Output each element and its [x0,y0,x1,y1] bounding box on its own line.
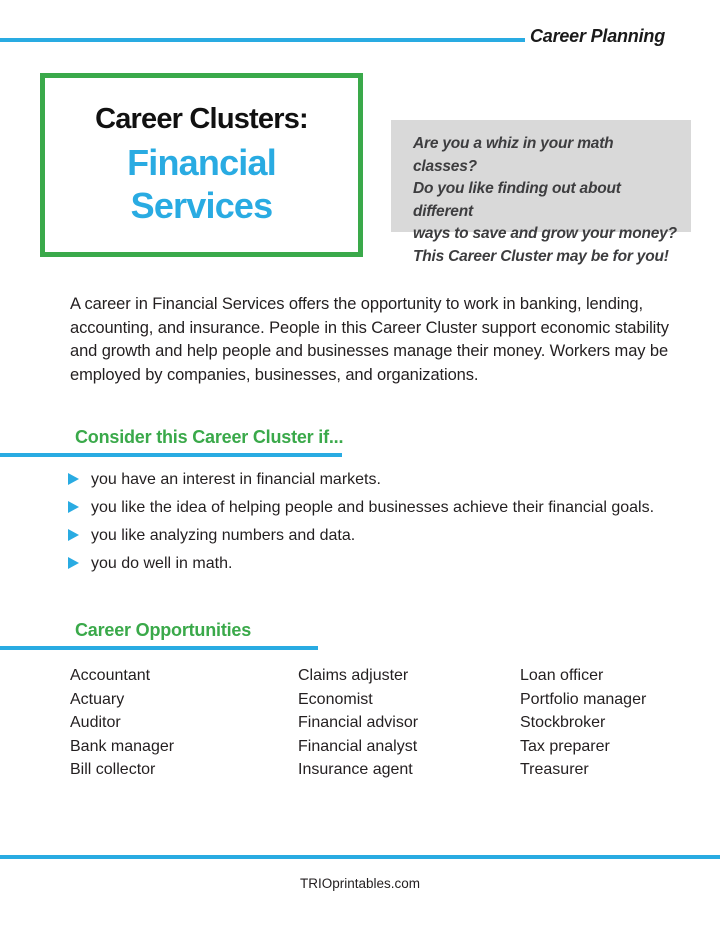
opportunities-section-divider-line [0,646,318,650]
career-item: Insurance agent [298,761,413,778]
list-item-label: you do well in math. [91,555,233,572]
career-item: Financial analyst [298,737,418,755]
career-item: Financial advisor [298,714,419,731]
footer-site-name: TRIOprintables.com [299,876,421,891]
career-item: Bill collector [70,761,156,778]
list-item-label: you have an interest in financial markets. [91,471,381,488]
career-item: Tax preparer [520,737,610,755]
list-item [68,498,668,517]
opportunities-section-heading: Career Opportunities [75,620,252,640]
career-item: Treasurer [520,761,589,778]
intro-line: This Career Cluster may be for you! [413,247,669,265]
header-label: Career Planning [529,26,665,46]
careers-column-3 [520,664,646,782]
header-divider-line [0,38,525,42]
triangle-bullet-icon [68,501,79,513]
career-item: Bank manager [70,737,175,755]
career-item: Actuary [70,690,125,708]
page-title [127,142,276,227]
career-item: Claims adjuster [298,667,409,684]
triangle-bullet-icon [68,529,79,541]
career-item: Stockbroker [520,714,606,731]
career-item: Loan officer [520,667,604,684]
triangle-bullet-icon [68,473,79,485]
list-item [68,526,668,545]
list-item-label: you like analyzing numbers and data. [91,527,356,544]
consider-bullet-list [68,470,668,582]
triangle-bullet-icon [68,557,79,569]
footer-divider-line [0,855,720,859]
career-item: Accountant [70,667,151,684]
careers-column-1 [70,664,174,782]
list-item [68,470,668,489]
career-item: Economist [298,690,373,708]
list-item [68,554,668,573]
careers-column-2 [298,664,418,782]
intro-line: ways to save and grow your money? [413,225,677,242]
intro-callout-box [391,120,691,265]
page-title-line2: Services [130,184,273,226]
intro-line: Are you a whiz in your math classes? [413,135,614,175]
page-title-line1: Financial [127,142,276,184]
description-paragraph: A career in Financial Services offers the opportunity to work in banking, lending, accounting, and insurance. People in this Career Cluster support economic stability and growth and help people and businesses manage their money. Workers may be employed by companies, businesses, and organizations. [70,295,669,384]
title-box [40,73,363,257]
career-item: Portfolio manager [520,690,647,708]
consider-section-divider-line [0,453,342,457]
consider-section-heading: Consider this Career Cluster if... [75,427,344,447]
intro-line: Do you like finding out about different [413,180,621,220]
title-prefix: Career Clusters: [95,102,308,135]
list-item-label: you like the idea of helping people and businesses achieve their financial goals. [91,499,655,516]
career-item: Auditor [70,714,121,731]
